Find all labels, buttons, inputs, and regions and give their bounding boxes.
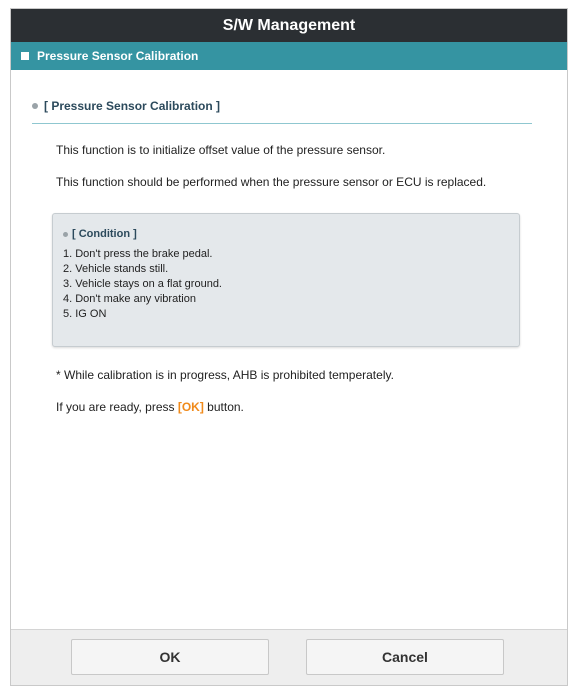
bullet-icon xyxy=(63,232,68,237)
sw-management-dialog xyxy=(10,8,568,686)
description-text-2: This function should be performed when the pressure sensor or ECU is replaced. xyxy=(56,175,487,189)
section-header xyxy=(32,99,532,124)
condition-item: 4. Don't make any vibration xyxy=(63,293,196,305)
subheader-title: Pressure Sensor Calibration xyxy=(37,49,199,63)
condition-box xyxy=(52,213,520,347)
square-bullet-icon xyxy=(21,52,29,60)
cancel-button[interactable]: Cancel xyxy=(306,639,504,675)
ready-instruction xyxy=(56,399,526,415)
bullet-icon xyxy=(32,103,38,109)
window-title: S/W Management xyxy=(11,9,567,42)
content-area xyxy=(11,70,567,415)
condition-list xyxy=(63,247,509,322)
dialog-footer xyxy=(11,629,567,685)
condition-item: 2. Vehicle stands still. xyxy=(63,263,169,275)
condition-item: 3. Vehicle stays on a flat ground. xyxy=(63,278,222,290)
subheader-bar xyxy=(11,42,567,70)
condition-item: 5. IG ON xyxy=(63,308,107,320)
description-text-1: This function is to initialize offset value of the pressure sensor. xyxy=(56,143,386,157)
condition-header xyxy=(63,228,509,240)
condition-item: 1. Don't press the brake pedal. xyxy=(63,248,213,260)
ok-button[interactable]: OK xyxy=(71,639,269,675)
ok-highlight: [OK] xyxy=(177,400,204,414)
ready-prefix: If you are ready, press xyxy=(56,400,178,414)
calibration-note: * While calibration is in progress, AHB is prohibited temperately. xyxy=(56,368,394,382)
ready-suffix: button. xyxy=(203,400,244,414)
section-title: [ Pressure Sensor Calibration ] xyxy=(44,99,221,113)
condition-title: [ Condition ] xyxy=(72,228,137,240)
